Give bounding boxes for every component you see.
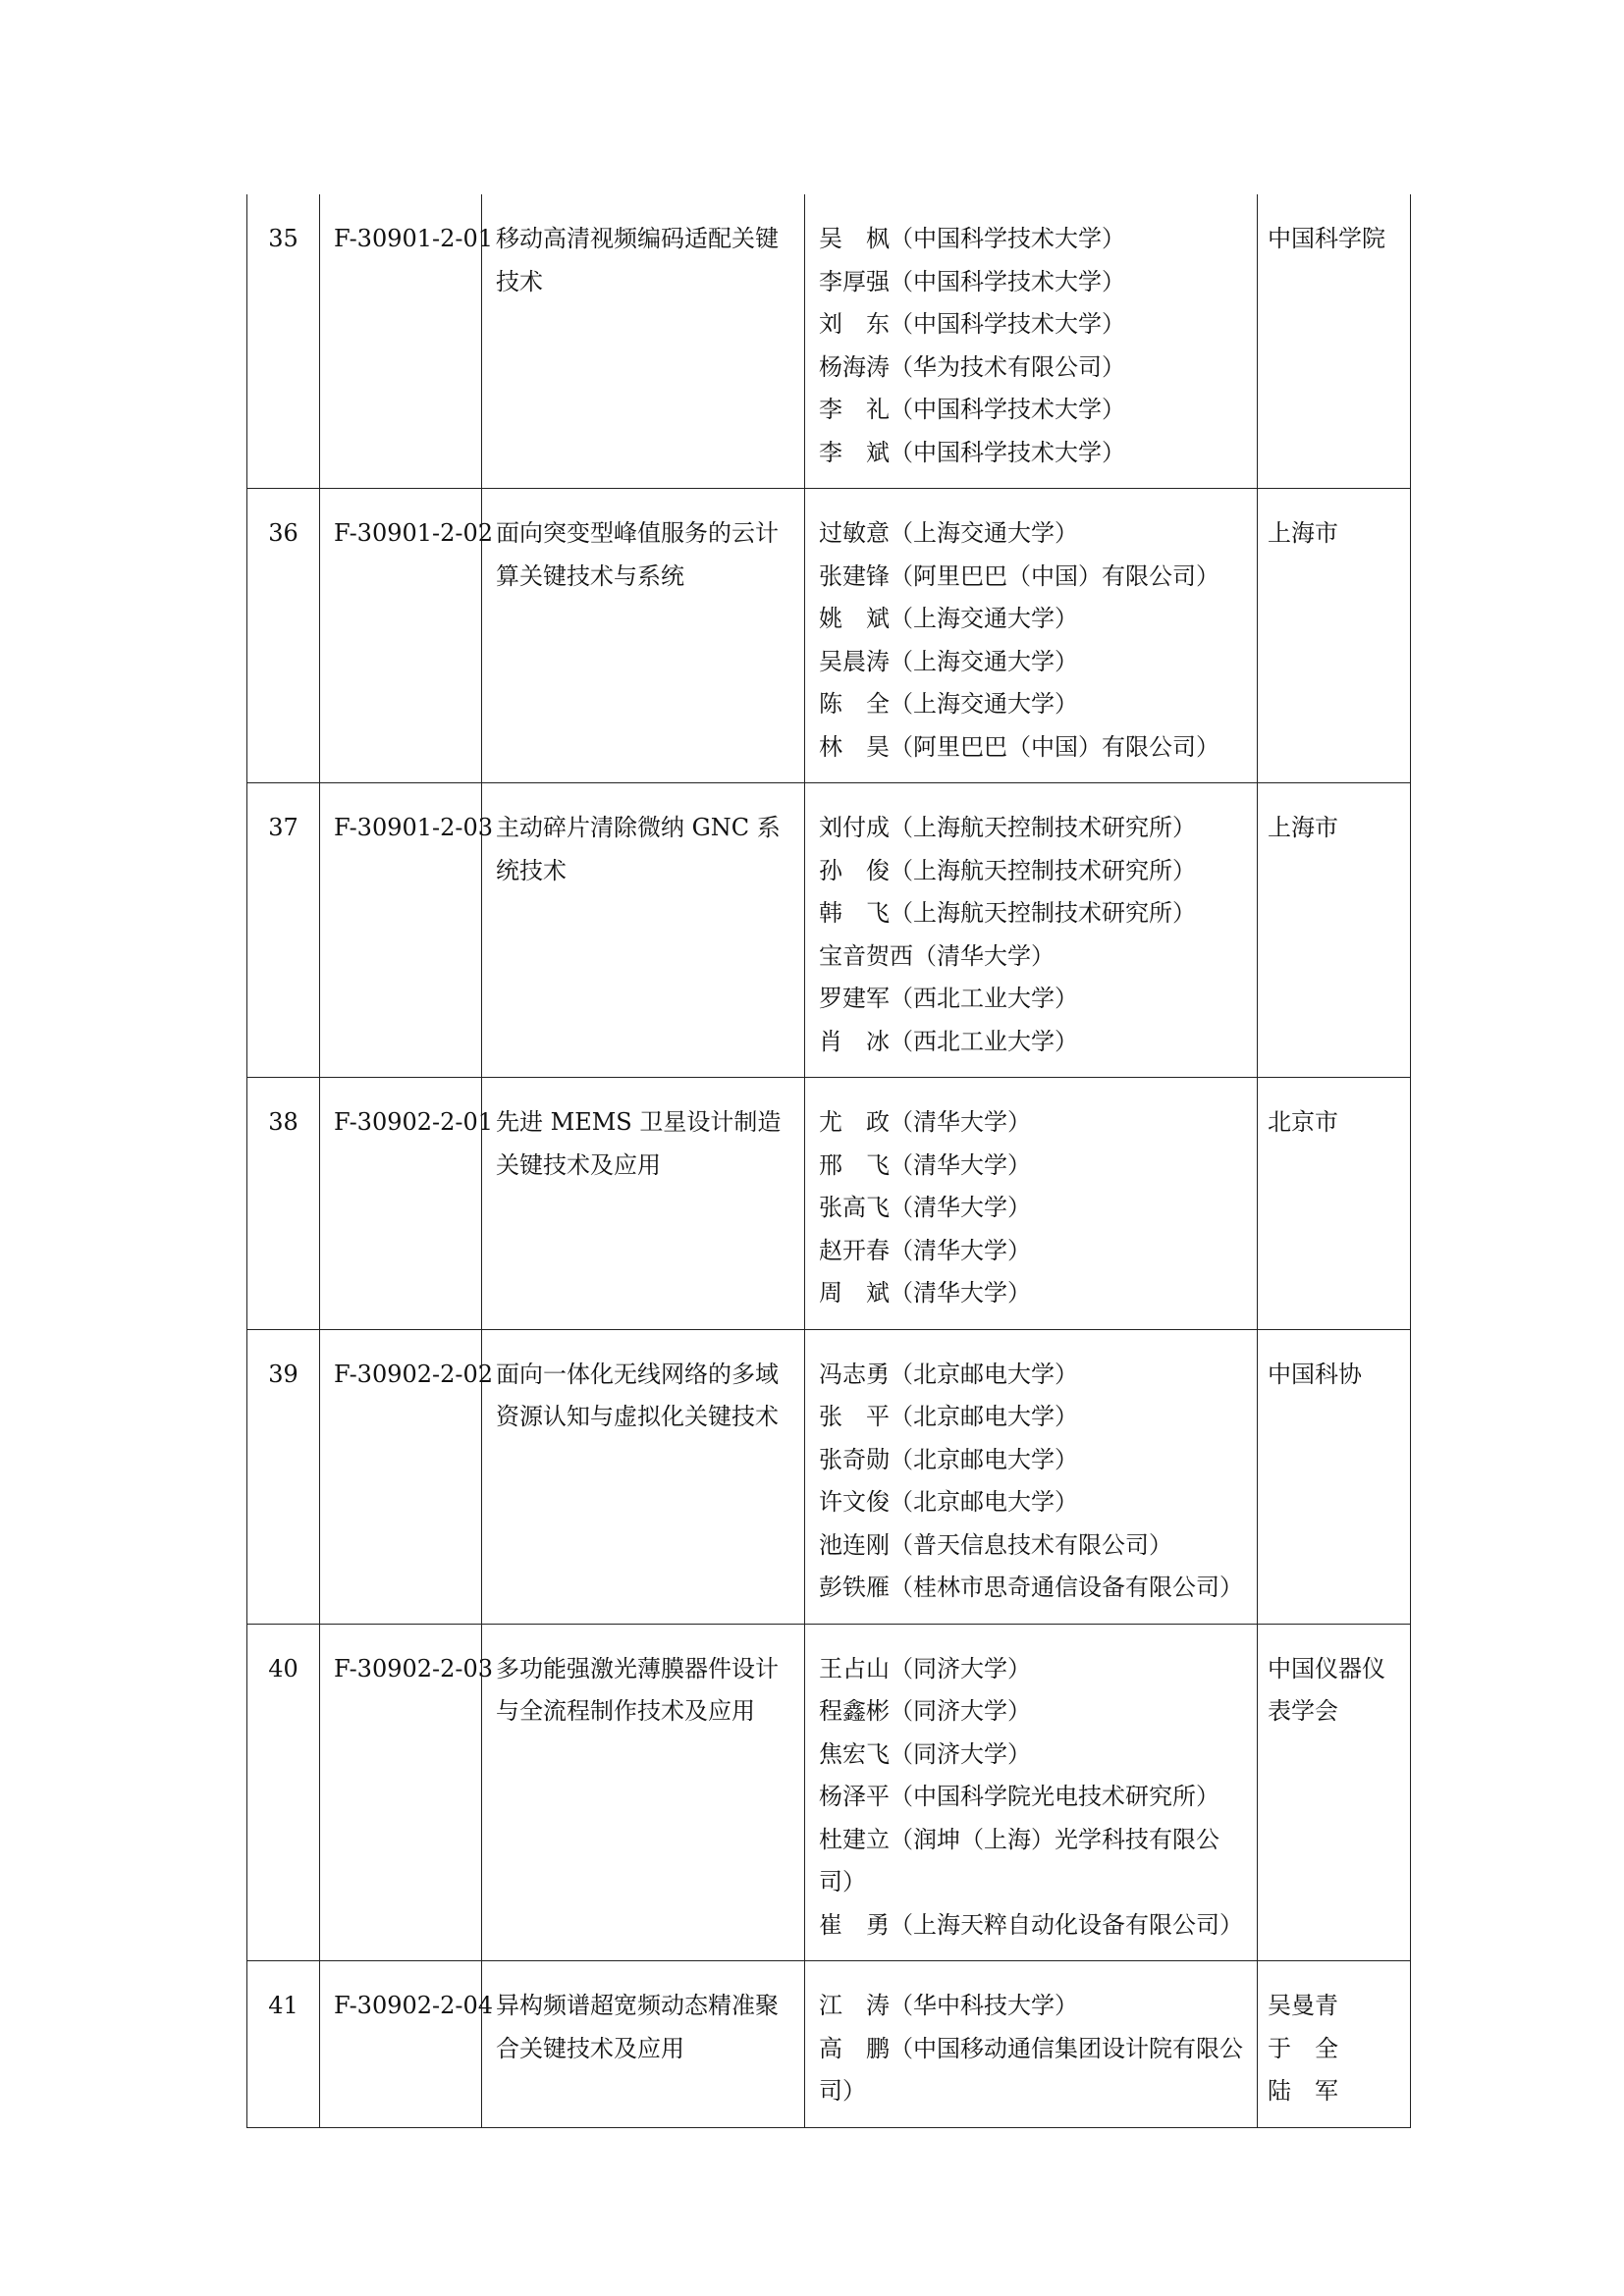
project-title: 面向突变型峰值服务的云计算关键技术与系统	[482, 489, 805, 783]
completer-entry: 吴 枫（中国科学技术大学）	[819, 225, 1125, 252]
project-code: F-30902-2-04	[320, 1961, 482, 2128]
project-title: 移动高清视频编码适配关键技术	[482, 194, 805, 489]
project-title: 先进 MEMS 卫星设计制造关键技术及应用	[482, 1078, 805, 1330]
completers-cell	[805, 489, 1258, 783]
completer-entry: 陈 全（上海交通大学）	[819, 690, 1078, 718]
completer-entry: 张 平（北京邮电大学）	[819, 1403, 1078, 1430]
completer-entry: 赵开春（清华大学）	[819, 1236, 1031, 1264]
completer-entry: 李 礼（中国科学技术大学）	[819, 396, 1125, 423]
completer-entry: 李厚强（中国科学技术大学）	[819, 267, 1125, 295]
project-code: F-30901-2-03	[320, 783, 482, 1078]
completer-entry: 邢 飞（清华大学）	[819, 1150, 1031, 1179]
row-number: 39	[247, 1329, 320, 1624]
table-row	[247, 1961, 1411, 2128]
award-table	[246, 194, 1411, 2128]
completer-entry: 张建锋（阿里巴巴（中国）有限公司）	[819, 561, 1219, 590]
completer-entry: 过敏意（上海交通大学）	[819, 519, 1078, 547]
completer-entry: 姚 斌（上海交通大学）	[819, 605, 1078, 632]
nominator-cell	[1258, 1624, 1411, 1961]
project-title: 多功能强激光薄膜器件设计与全流程制作技术及应用	[482, 1624, 805, 1961]
table-row	[247, 1624, 1411, 1961]
table-row	[247, 1329, 1411, 1624]
row-number: 35	[247, 194, 320, 489]
completer-entry: 杨泽平（中国科学院光电技术研究所）	[819, 1783, 1219, 1810]
completers-cell	[805, 1078, 1258, 1330]
completer-entry: 杨海涛（华为技术有限公司）	[819, 352, 1125, 381]
completer-entry: 韩 飞（上海航天控制技术研究所）	[819, 899, 1196, 927]
nominator-entry: 中国科协	[1268, 1360, 1362, 1388]
completer-entry: 尤 政（清华大学）	[819, 1108, 1031, 1136]
project-title: 面向一体化无线网络的多域资源认知与虚拟化关键技术	[482, 1329, 805, 1624]
nominator-cell	[1258, 783, 1411, 1078]
completer-entry: 吴晨涛（上海交通大学）	[819, 647, 1078, 675]
nominator-entry: 陆 军	[1268, 2077, 1338, 2105]
completers-cell	[805, 1624, 1258, 1961]
project-code: F-30901-2-02	[320, 489, 482, 783]
completer-entry: 张奇勋（北京邮电大学）	[819, 1445, 1078, 1473]
completer-entry: 宝音贺西（清华大学）	[819, 941, 1055, 970]
completers-cell	[805, 1329, 1258, 1624]
project-title: 主动碎片清除微纳 GNC 系统技术	[482, 783, 805, 1078]
row-number: 38	[247, 1078, 320, 1330]
completer-entry: 程鑫彬（同济大学）	[819, 1697, 1031, 1725]
nominator-cell	[1258, 194, 1411, 489]
row-number: 40	[247, 1624, 320, 1961]
completer-entry: 杜建立（润坤（上海）光学科技有限公司）	[819, 1825, 1219, 1896]
completer-entry: 彭铁雁（桂林市思奇通信设备有限公司）	[819, 1574, 1243, 1601]
table-row	[247, 783, 1411, 1078]
nominator-cell	[1258, 1961, 1411, 2128]
nominator-entry: 上海市	[1268, 814, 1338, 841]
nominator-entry: 中国科学院	[1268, 225, 1385, 252]
row-number: 41	[247, 1961, 320, 2128]
completers-cell	[805, 194, 1258, 489]
nominator-cell	[1258, 489, 1411, 783]
project-title: 异构频谱超宽频动态精准聚合关键技术及应用	[482, 1961, 805, 2128]
project-code: F-30902-2-03	[320, 1624, 482, 1961]
completers-cell	[805, 783, 1258, 1078]
completer-entry: 孙 俊（上海航天控制技术研究所）	[819, 856, 1196, 884]
nominator-entry: 北京市	[1268, 1108, 1338, 1136]
completer-entry: 周 斌（清华大学）	[819, 1279, 1031, 1307]
completer-entry: 刘付成（上海航天控制技术研究所）	[819, 814, 1196, 841]
completer-entry: 林 昊（阿里巴巴（中国）有限公司）	[819, 732, 1219, 761]
completer-entry: 江 涛（华中科技大学）	[819, 1992, 1078, 2019]
completer-entry: 崔 勇（上海天粹自动化设备有限公司）	[819, 1910, 1243, 1939]
nominator-entry: 吴曼青	[1268, 1992, 1338, 2019]
table-row	[247, 1078, 1411, 1330]
completer-entry: 王占山（同济大学）	[819, 1654, 1031, 1682]
completer-entry: 许文俊（北京邮电大学）	[819, 1488, 1078, 1516]
completer-entry: 罗建军（西北工业大学）	[819, 985, 1078, 1012]
project-code: F-30901-2-01	[320, 194, 482, 489]
project-code: F-30902-2-01	[320, 1078, 482, 1330]
completer-entry: 李 斌（中国科学技术大学）	[819, 438, 1125, 466]
row-number: 37	[247, 783, 320, 1078]
table-row	[247, 489, 1411, 783]
completer-entry: 张高飞（清华大学）	[819, 1194, 1031, 1221]
completer-entry: 肖 冰（西北工业大学）	[819, 1027, 1078, 1055]
nominator-entry: 上海市	[1268, 519, 1338, 547]
project-code: F-30902-2-02	[320, 1329, 482, 1624]
completer-entry: 池连刚（普天信息技术有限公司）	[819, 1530, 1172, 1559]
nominator-cell	[1258, 1078, 1411, 1330]
nominator-entry: 于 全	[1268, 2034, 1338, 2062]
nominator-cell	[1258, 1329, 1411, 1624]
completer-entry: 高 鹏（中国移动通信集团设计院有限公司）	[819, 2034, 1243, 2105]
table-row	[247, 194, 1411, 489]
nominator-entry: 中国仪器仪表学会	[1268, 1654, 1385, 1725]
award-table-body	[247, 194, 1411, 2127]
completer-entry: 刘 东（中国科学技术大学）	[819, 310, 1125, 338]
completer-entry: 焦宏飞（同济大学）	[819, 1739, 1031, 1768]
row-number: 36	[247, 489, 320, 783]
completers-cell	[805, 1961, 1258, 2128]
completer-entry: 冯志勇（北京邮电大学）	[819, 1360, 1078, 1388]
